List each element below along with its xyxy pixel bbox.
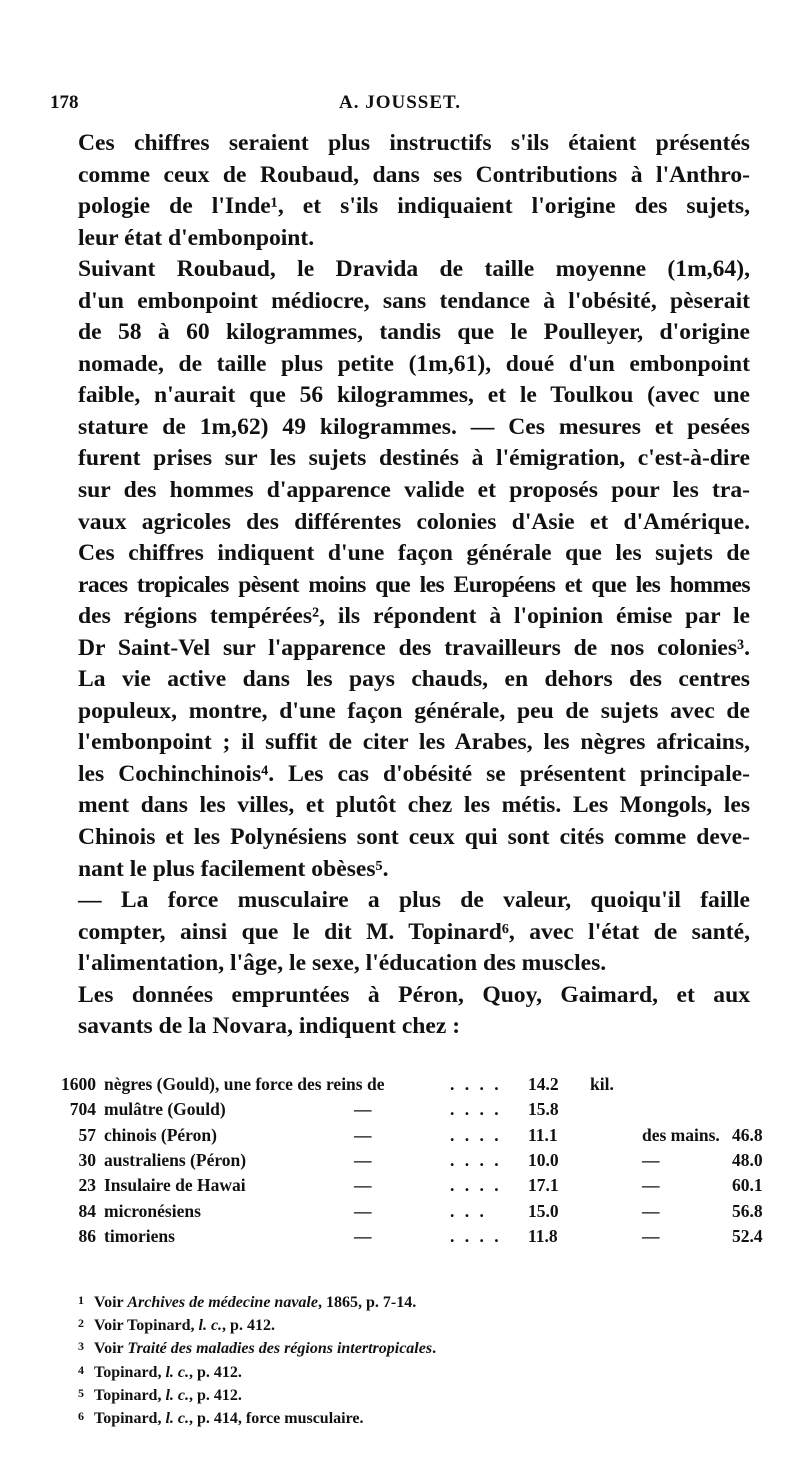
table-row	[50, 1201, 770, 1225]
footnote-title: l. c.	[165, 1410, 189, 1428]
text-line: races tropicales pèsent moins que les Européens et que les hommes	[78, 571, 750, 598]
hands-force-value: 56.8	[732, 1200, 763, 1221]
page-number: 178	[50, 92, 79, 113]
text-line: furent prises sur les sujets destinés à l'émigration, c'est-à-dire	[78, 445, 750, 472]
text-line: Ces chiffres seraient plus instructifs s'ils étaient présentés	[78, 130, 750, 156]
row-dash: —	[354, 1225, 372, 1246]
reins-force-value: 17.1	[528, 1175, 559, 1196]
reins-force-value: 10.0	[528, 1149, 559, 1170]
text-line: Chinois et les Polynésiens sont ceux qui sont cités comme deve-	[78, 824, 750, 851]
text-line: vaux agricoles des différentes colonies d'Asie et d'Amérique.	[78, 508, 750, 535]
row-count: 57	[78, 1124, 96, 1145]
row-count: 84	[78, 1200, 96, 1221]
row-label: australiens (Péron)	[104, 1149, 247, 1170]
footnote-title: l. c.	[165, 1386, 189, 1404]
row-dash: —	[354, 1175, 372, 1196]
table-row	[50, 1226, 770, 1250]
hands-label: —	[642, 1200, 660, 1221]
reins-force-value: 11.8	[528, 1225, 558, 1246]
footnote-title: Archives de médecine navale	[127, 1294, 318, 1311]
reins-force-value: 14.2	[528, 1074, 559, 1094]
footnote-text: .	[432, 1340, 437, 1358]
row-count: 23	[78, 1175, 96, 1196]
footnote-text: Topinard,	[94, 1363, 166, 1381]
text-line: nant le plus facilement obèses⁵.	[78, 855, 389, 882]
footnote	[78, 1313, 748, 1336]
row-count: 86	[78, 1225, 96, 1246]
row-dots: . . . .	[450, 1124, 502, 1145]
text-line: sur des hommes d'apparence valide et proposés pour les tra-	[78, 477, 750, 504]
table-row	[50, 1099, 770, 1123]
hands-force-value: 46.8	[732, 1124, 763, 1145]
text-line: l'embonpoint ; il suffit de citer les Arabes, les nègres africains,	[78, 729, 750, 756]
reins-force-value: 11.1	[528, 1124, 558, 1145]
row-dash: —	[354, 1124, 372, 1145]
text-line: d'un embonpoint médiocre, sans tendance à l'obésité, pèserait	[78, 287, 750, 314]
hands-force-value: 48.0	[732, 1149, 763, 1170]
footnote-text: , 1865, p. 7-14.	[317, 1294, 417, 1311]
table-row	[50, 1074, 770, 1098]
row-dots: . . . .	[450, 1175, 502, 1196]
footnotes	[78, 1290, 748, 1429]
footnote	[78, 1383, 748, 1406]
hands-force-value: 60.1	[732, 1175, 763, 1196]
footnote-text: Topinard,	[94, 1386, 166, 1404]
row-count: 30	[78, 1149, 96, 1170]
running-title: A. JOUSSET.	[338, 92, 462, 113]
row-label: mulâtre (Gould)	[104, 1099, 226, 1120]
footnote-text: , p. 414, force musculaire.	[189, 1410, 364, 1428]
table-row	[50, 1175, 770, 1199]
footnote-mark: 5	[78, 1385, 84, 1400]
body-text	[78, 128, 750, 1043]
row-dots: . . . .	[450, 1149, 502, 1170]
footnote	[78, 1360, 748, 1383]
text-line: ment dans les villes, et plutôt chez les métis. Les Mongols, les	[78, 792, 750, 819]
row-count: 1600	[61, 1074, 96, 1094]
footnote-text: , p. 412.	[189, 1363, 242, 1381]
footnote	[78, 1406, 748, 1429]
footnote-mark: 3	[78, 1339, 84, 1354]
row-label: Insulaire de Hawai	[104, 1175, 246, 1196]
footnote-mark: 4	[78, 1362, 84, 1377]
hands-force-value: 52.4	[732, 1225, 763, 1246]
row-count: 704	[69, 1099, 96, 1120]
footnote-text: , p. 412.	[189, 1386, 242, 1404]
row-dots: . . . .	[450, 1099, 502, 1120]
footnote-text: Voir Topinard,	[94, 1317, 199, 1335]
text-line: Les données empruntées à Péron, Quoy, Gaimard, et aux	[78, 981, 750, 1008]
page-header	[50, 92, 750, 122]
muscular-force-table	[50, 1074, 770, 1264]
text-line: leur état d'embonpoint.	[78, 224, 315, 251]
row-label: micronésiens	[104, 1200, 201, 1221]
row-label: timoriens	[104, 1225, 175, 1246]
table-row	[50, 1125, 770, 1149]
footnote-title: l. c.	[198, 1317, 223, 1335]
hands-label: —	[642, 1225, 660, 1246]
footnote-text: Topinard,	[94, 1410, 166, 1428]
row-label: nègres (Gould), une force des reins de	[104, 1074, 385, 1094]
unit-label: kil.	[590, 1074, 614, 1094]
hands-label: —	[642, 1175, 660, 1196]
text-line: Dr Saint-Vel sur l'apparence des travailleurs de nos colonies³.	[78, 634, 750, 661]
row-dash: —	[354, 1200, 372, 1221]
row-dash: —	[354, 1149, 372, 1170]
text-line: savants de la Novara, indiquent chez :	[78, 1013, 461, 1040]
text-line: pologie de l'Inde¹, et s'ils indiquaient l'origine des sujets,	[78, 193, 750, 220]
text-line: les Cochinchinois⁴. Les cas d'obésité se présentent principale-	[78, 760, 750, 787]
row-dots: . . . .	[450, 1225, 502, 1246]
text-line: populeux, montre, d'une façon générale, peu de sujets avec de	[78, 697, 750, 724]
text-line: compter, ainsi que le dit M. Topinard⁶, avec l'état de santé,	[78, 918, 750, 945]
footnote-mark: 6	[78, 1409, 84, 1424]
text-line: — La force musculaire a plus de valeur, quoiqu'il faille	[78, 887, 750, 914]
text-line: l'alimentation, l'âge, le sexe, l'éducation des muscles.	[78, 950, 607, 977]
footnote	[78, 1290, 748, 1313]
text-line: stature de 1m,62) 49 kilogrammes. — Ces mesures et pesées	[78, 413, 750, 440]
row-dots: . . . .	[450, 1074, 502, 1094]
footnote-text: , p. 412.	[222, 1317, 275, 1335]
footnote-title: l. c.	[165, 1363, 189, 1381]
row-label: chinois (Péron)	[104, 1124, 217, 1145]
text-line: faible, n'aurait que 56 kilogrammes, et le Toulkou (avec une	[78, 382, 750, 409]
footnote-text: Voir	[94, 1294, 128, 1311]
row-dots: . . .	[450, 1200, 487, 1221]
table-row	[50, 1150, 770, 1174]
reins-force-value: 15.8	[528, 1099, 559, 1120]
footnote-title: Traité des maladies des régions intertropicales	[127, 1340, 433, 1358]
row-dash: —	[354, 1099, 372, 1120]
text-line: nomade, de taille plus petite (1m,61), doué d'un embonpoint	[78, 350, 750, 377]
footnote-mark: 1	[78, 1293, 84, 1307]
text-line: comme ceux de Roubaud, dans ses Contributions à l'Anthro-	[78, 161, 750, 188]
hands-label: —	[642, 1149, 660, 1170]
reins-force-value: 15.0	[528, 1200, 559, 1221]
hands-label: des mains.	[642, 1124, 720, 1145]
footnote-text: Voir	[94, 1340, 128, 1358]
text-line: de 58 à 60 kilogrammes, tandis que le Poulleyer, d'origine	[78, 319, 750, 346]
text-line: Ces chiffres indiquent d'une façon générale que les sujets de	[78, 540, 750, 567]
footnote	[78, 1336, 748, 1359]
text-line: des régions tempérées², ils répondent à l'opinion émise par le	[78, 603, 750, 630]
text-line: La vie active dans les pays chauds, en dehors des centres	[78, 666, 750, 693]
text-line: Suivant Roubaud, le Dravida de taille moyenne (1m,64),	[78, 256, 750, 283]
footnote-mark: 2	[78, 1316, 84, 1331]
